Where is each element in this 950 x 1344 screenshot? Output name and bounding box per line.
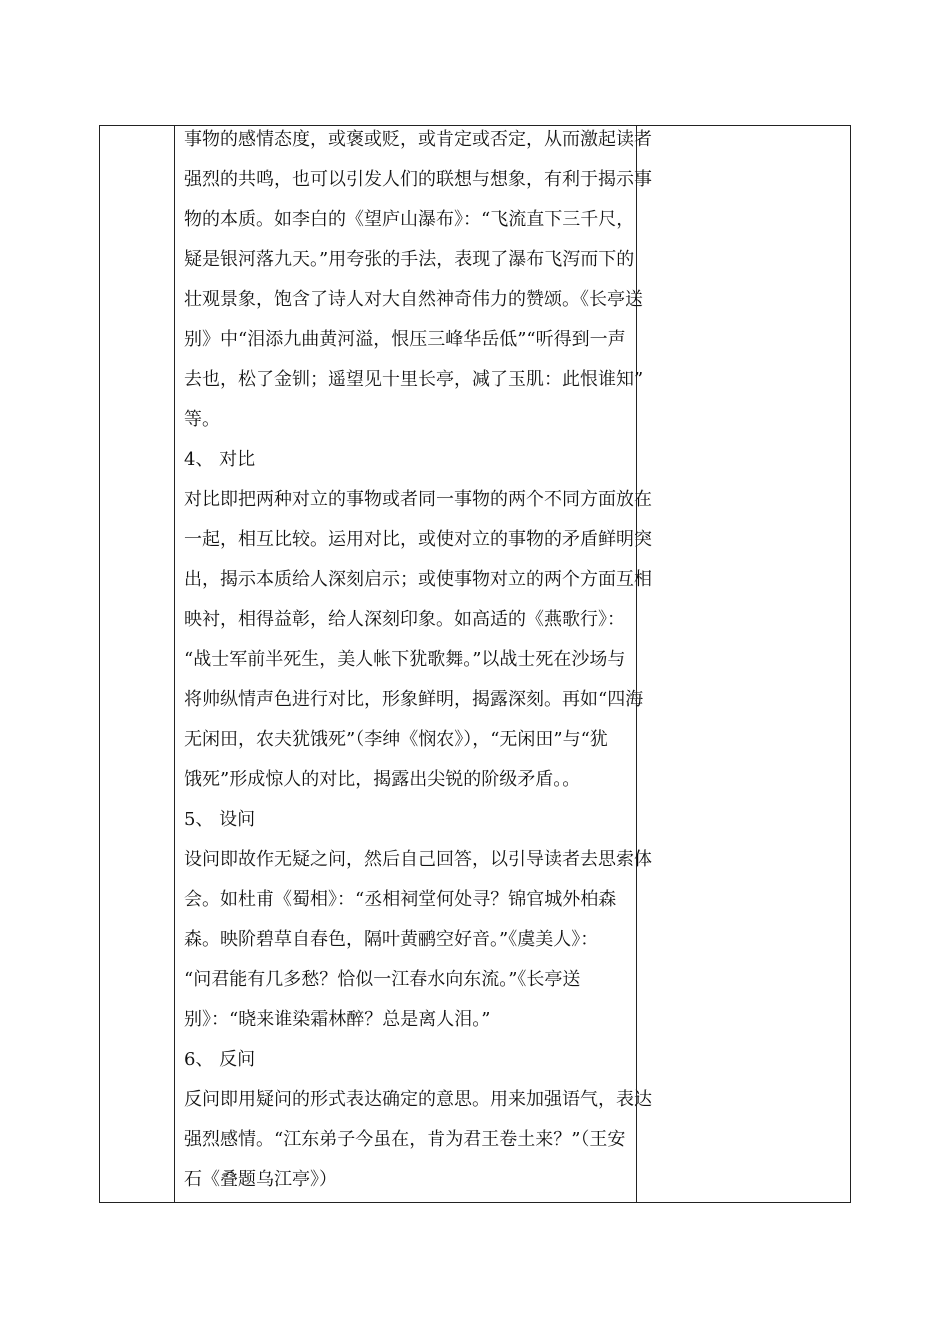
text-line: 设问即故作无疑之问，然后自己回答，以引导读者去思索体 [184,849,652,870]
text-line: 一起，相互比较。运用对比，或使对立的事物的矛盾鲜明突 [184,529,652,550]
section-heading-contrast: 4、 对比 [184,449,256,470]
text-line: 等。 [184,409,220,430]
right-column-divider [636,126,637,1202]
text-line: 石《叠题乌江亭》） [184,1169,337,1190]
text-line: 对比即把两种对立的事物或者同一事物的两个不同方面放在 [184,489,652,510]
text-line: 森。映阶碧草自春色，隔叶黄鹂空好音。”《虞美人》： [184,929,599,950]
text-line: 出，揭示本质给人深刻启示；或使事物对立的两个方面互相 [184,569,652,590]
text-line: 反问即用疑问的形式表达确定的意思。用来加强语气，表达 [184,1089,652,1110]
text-line: 强烈感情。“江东弟子今虽在，肯为君王卷土来？”（王安 [184,1129,626,1150]
text-line: 去也，松了金钏；遥望见十里长亭，减了玉肌：此恨谁知” [184,369,644,390]
main-text-cell [184,126,652,1210]
text-line: 映衬，相得益彰，给人深刻印象。如高适的《燕歌行》： [184,609,625,630]
text-line: 物的本质。如李白的《望庐山瀑布》：“飞流直下三千尺， [184,209,635,230]
text-line: 会。如杜甫《蜀相》：“丞相祠堂何处寻？锦官城外柏森 [184,889,617,910]
text-line: 壮观景象，饱含了诗人对大自然神奇伟力的赞颂。《长亭送 [184,289,643,310]
text-line: “问君能有几多愁？恰似一江春水向东流。”《长亭送 [184,969,581,990]
left-column-divider [174,126,175,1202]
text-line: “战士军前半死生，美人帐下犹歌舞。”以战士死在沙场与 [184,649,626,670]
text-line: 将帅纵情声色进行对比，形象鲜明，揭露深刻。再如“四海 [184,689,644,710]
text-line: 无闲田，农夫犹饿死”（李绅《悯农》），“无闲田”与“犹 [184,729,608,750]
text-line: 疑是银河落九天。”用夸张的手法，表现了瀑布飞泻而下的 [184,249,635,270]
text-line: 事物的感情态度，或褒或贬，或肯定或否定，从而激起读者 [184,129,652,150]
text-line: 别》：“晓来谁染霜林醉？总是离人泪。” [184,1009,491,1030]
document-table [99,125,851,1203]
text-line: 别》中“泪添九曲黄河溢，恨压三峰华岳低”“听得到一声 [184,329,626,350]
text-line: 强烈的共鸣，也可以引发人们的联想与想象，有利于揭示事 [184,169,652,190]
section-heading-counter-question: 6、 反问 [184,1049,256,1070]
text-line: 饿死”形成惊人的对比，揭露出尖锐的阶级矛盾。。 [184,769,581,790]
section-heading-rhetorical-question: 5、 设问 [184,809,256,830]
